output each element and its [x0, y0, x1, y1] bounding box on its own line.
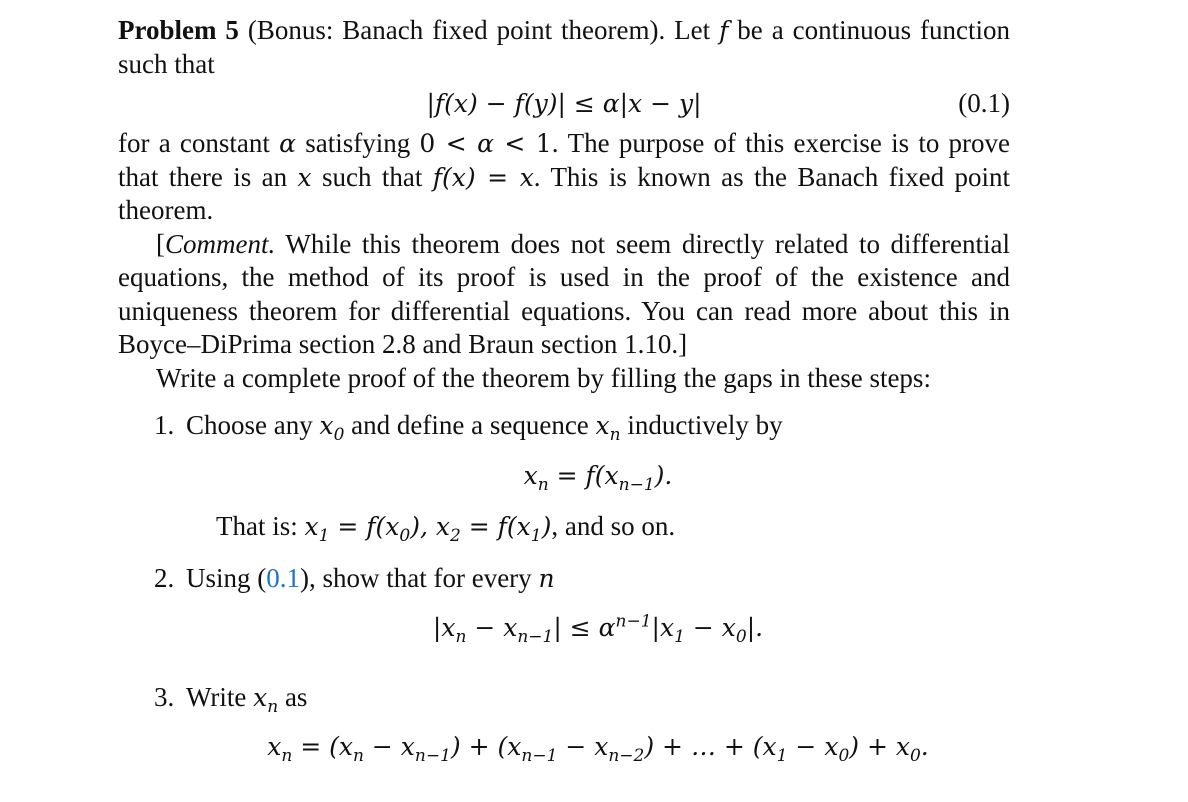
problem-page [118, 14, 1010, 764]
problem-title: (Bonus: Banach fixed point theorem). [247, 15, 666, 45]
comment-label: Comment. [165, 228, 276, 259]
list-item: 3. Write $x_n$ as $x_n = (x_n - x_{n-1}) + (x_{n-1} - x_{n-2})$ + … + $(x_1 - x_0) + x_0$. [154, 681, 929, 766]
equation-0-1: |f(x) − f(y)| ≤ α|x − y| (0.1) [118, 81, 1010, 127]
instruction-text: Write a complete proof of the theorem by filling the gaps in these steps: [156, 362, 931, 393]
list-item: 2. Using (0.1), show that for every n $|x_n - x_{n-1}| \le \alpha^{n-1}|x_1 - x_0|$. [154, 562, 764, 647]
equation-ref-link[interactable]: 0.1 [266, 562, 300, 593]
equation-number: (0.1) [958, 88, 1010, 118]
comment-paragraph: [Comment. While this theorem does not seem directly related to differential equations, the method of its proof is used in the proof of the existence and uniqueness theorem for differential equations. You can read more about this in Boyce–DiPrima section 2.8 and Braun section 1.10.] [118, 228, 1010, 359]
problem-statement: Problem 5 (Bonus: Banach fixed point theorem). Let f be a continuous function such that [118, 15, 1011, 79]
list-item: 1. Choose any $x_0$ and define a sequence $x_n$ inductively by $x_n = f(x_{n-1})$. That is: $x_1 = f(x_0)$, $x_2 = f(x_1)$, and so on. [154, 410, 783, 546]
problem-body: for a constant α satisfying 0 < α < 1. The purpose of this exercise is to prove that there is an x such that f(x) = x. This is known as the Banach fixed point theorem. [118, 128, 1011, 225]
steps-list [118, 409, 1010, 764]
problem-label: Problem 5 [118, 15, 239, 45]
